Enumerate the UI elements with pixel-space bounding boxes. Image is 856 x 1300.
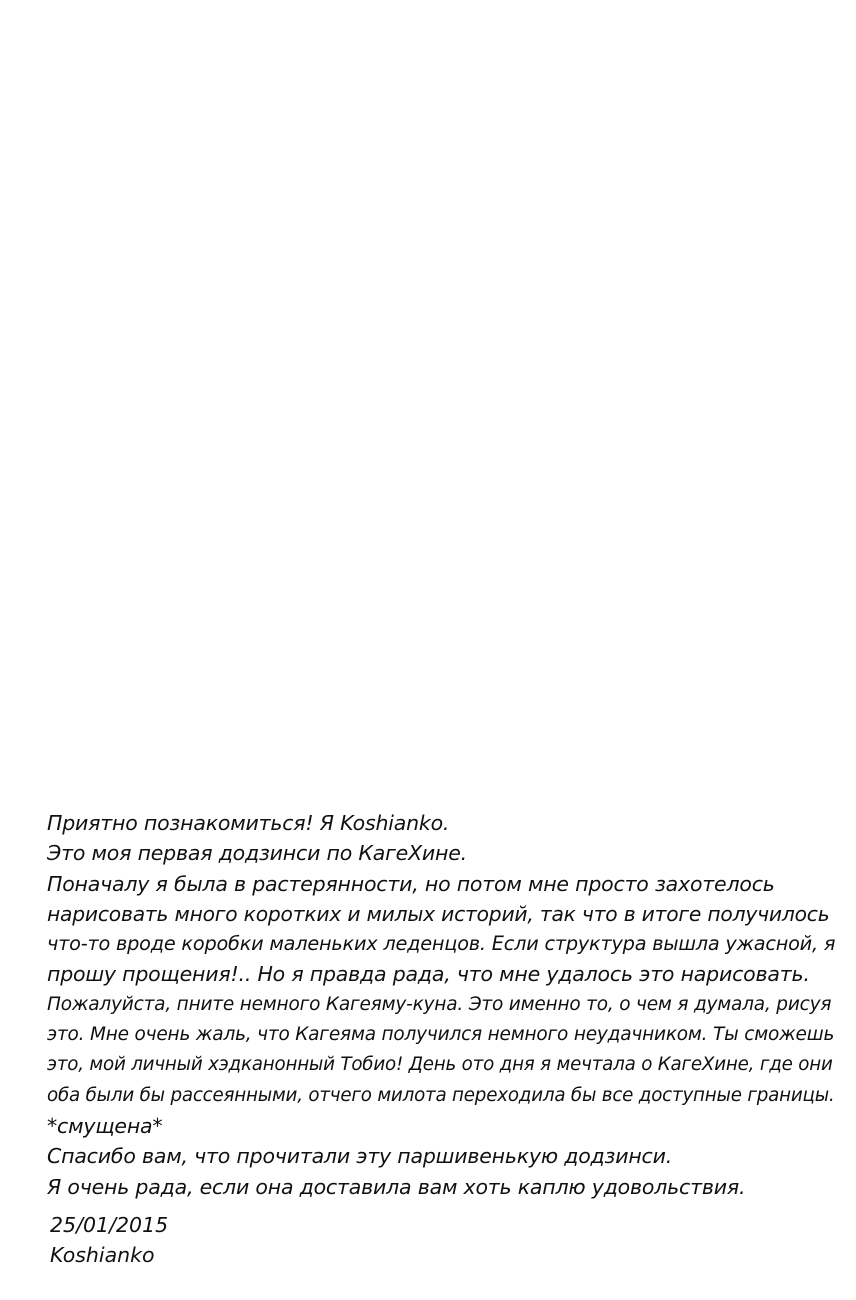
afterword-line: оба были бы рассеянными, отчего милота переходила бы все доступные границы. [47, 1084, 835, 1106]
afterword-line: нарисовать много коротких и милых историй, так что в итоге получилось [47, 901, 830, 926]
signature-author: Koshianko [50, 1243, 155, 1268]
afterword-line: Поначалу я была в растерянности, но потом мне просто захотелось [47, 871, 775, 896]
afterword-line: Я очень рада, если она доставила вам хоть каплю удовольствия. [47, 1174, 746, 1199]
afterword-line: *смущена* [47, 1113, 163, 1138]
afterword-line: Спасибо вам, что прочитали эту паршивенькую додзинси. [47, 1144, 673, 1169]
signature [50, 1210, 168, 1271]
afterword-line: это. Мне очень жаль, что Кагеяма получился немного неудачником. Ты сможешь [47, 1024, 835, 1046]
afterword-line: это, мой личный хэдканонный Тобио! День ото дня я мечтала о КагеХине, где они [47, 1054, 833, 1076]
afterword-text [47, 808, 837, 1202]
afterword-line: Пожалуйста, пните немного Кагеяму-куна. Это именно то, о чем я думала, рисуя [47, 993, 832, 1015]
afterword-line: Это моя первая додзинси по КагеХине. [47, 841, 467, 866]
afterword-line: что-то вроде коробки маленьких леденцов. Если структура вышла ужасной, я [47, 932, 836, 956]
afterword-line: прошу прощения!.. Но я правда рада, что мне удалось это нарисовать. [47, 962, 810, 987]
signature-date: 25/01/2015 [50, 1213, 169, 1237]
afterword-line: Приятно познакомиться! Я Koshianko. [47, 811, 450, 835]
